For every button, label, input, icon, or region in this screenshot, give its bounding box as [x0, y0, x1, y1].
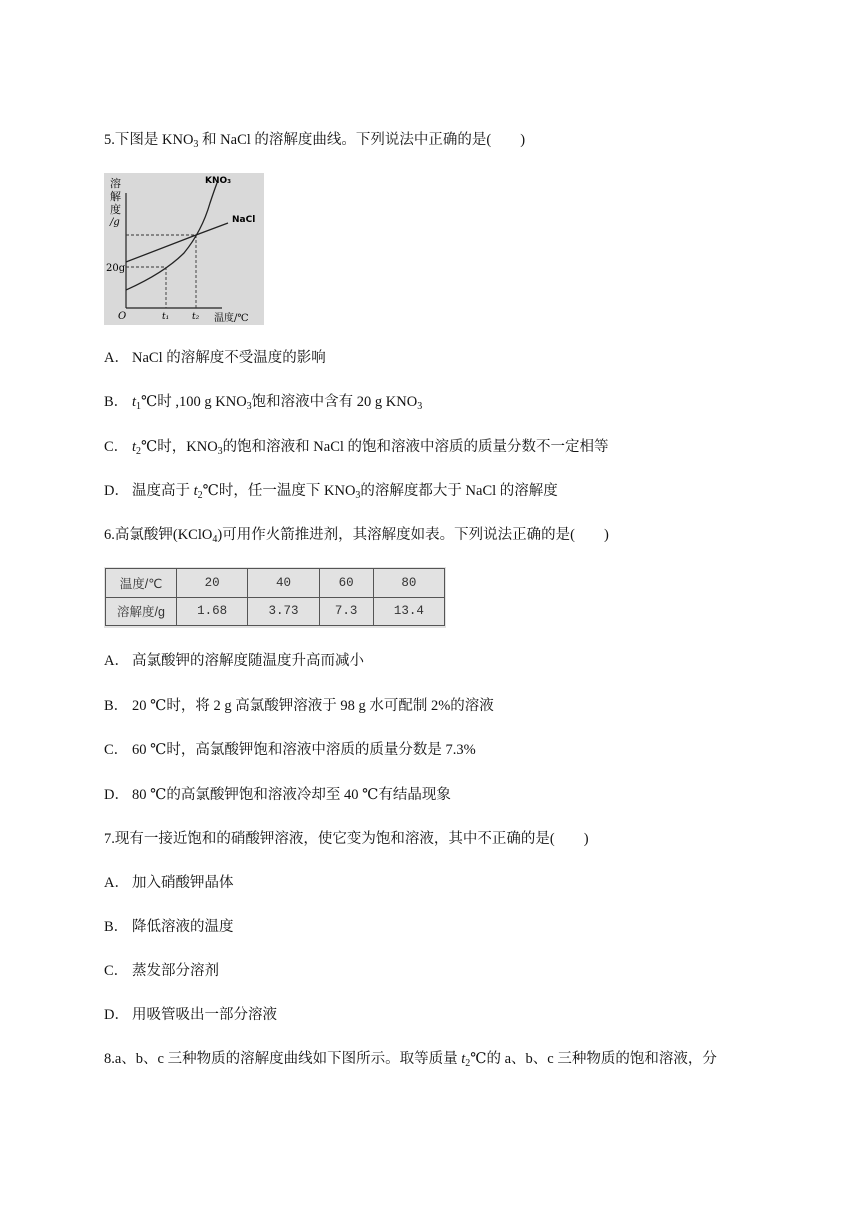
- q7-option-d: D． 用吸管吸出一部分溶液: [104, 1007, 277, 1023]
- q6-option-b: B． 20 ℃时，将 2 g 高氯酸钾溶液于 98 g 水可配制 2%的溶液: [104, 698, 494, 714]
- q6-stem: 6.高氯酸钾(KClO$_4$)可用作火箭推进剂，其溶解度如表。下列说法正确的是( ): [104, 527, 609, 545]
- q8-stem: 8.a、b、c 三种物质的溶解度曲线如下图所示。取等质量 $t_2℃$的 a、b、c 三种物质的饱和溶液，分: [104, 1051, 717, 1069]
- x-tick-t2: t₂: [192, 312, 200, 322]
- q7-stem: 7.现有一接近饱和的硝酸钾溶液，使它变为饱和溶液，其中不正确的是( ): [104, 831, 589, 847]
- q6-option-a: A． 高氯酸钾的溶解度随温度升高而减小: [104, 653, 364, 669]
- kno3-label: KNO₃: [205, 176, 232, 186]
- q5-stem: 5.下图是 $KNO_3$ 和 NaCl 的溶解度曲线。下列说法中正确的是( ): [104, 132, 526, 150]
- table-header-solubility: 溶解度/g: [106, 597, 177, 626]
- q5-option-b: B． $t_1℃$时 ,100 g $KNO_3$饱和溶液中含有 20 g $KNO_3$: [104, 394, 423, 412]
- table-cell: 40: [248, 569, 319, 598]
- x-tick-t1: t₁: [162, 312, 170, 322]
- q7-option-b: B． 降低溶液的温度: [104, 919, 234, 935]
- ylabel-2: 解: [110, 190, 121, 203]
- nacl-label: NaCl: [232, 215, 256, 225]
- table-cell: 60: [319, 569, 373, 598]
- solubility-curve-figure: [104, 173, 264, 325]
- table-header-temperature: 温度/℃: [106, 569, 177, 598]
- ylabel-4: /g: [110, 217, 120, 228]
- ylabel-3: 度: [110, 203, 121, 216]
- q5-option-c: C． $t_2℃$时，$KNO_3$的饱和溶液和 NaCl 的饱和溶液中溶质的质量分数不一定相等: [104, 439, 609, 457]
- q6-option-c: C． 60 ℃时，高氯酸钾饱和溶液中溶质的质量分数是 7.3%: [104, 742, 476, 758]
- q5-option-a: A． NaCl 的溶解度不受温度的影响: [104, 350, 326, 366]
- table-cell: 20: [177, 569, 248, 598]
- nacl-curve: [126, 223, 228, 262]
- table-cell: 1.68: [177, 597, 248, 626]
- table-cell: 7.3: [319, 597, 373, 626]
- table-cell: 3.73: [248, 597, 319, 626]
- y-tick-20g: 20g: [106, 263, 126, 274]
- q7-option-a: A． 加入硝酸钾晶体: [104, 875, 234, 891]
- x-axis-label: 温度/℃: [214, 313, 249, 324]
- origin-label: O: [118, 311, 127, 322]
- kno3-curve: [126, 183, 217, 290]
- ylabel-1: 溶: [110, 177, 121, 190]
- table-row-temperature: [106, 569, 445, 598]
- q6-option-d: D． 80 ℃的高氯酸钾饱和溶液冷却至 40 ℃有结晶现象: [104, 787, 451, 803]
- table-cell: 13.4: [373, 597, 444, 626]
- table-cell: 80: [373, 569, 444, 598]
- q7-option-c: C． 蒸发部分溶剂: [104, 963, 219, 979]
- q5-option-d: D． 温度高于 $t_2℃$时，任一温度下 $KNO_3$的溶解度都大于 NaCl 的溶解度: [104, 483, 558, 501]
- solubility-table: [104, 567, 446, 628]
- table-row-solubility: [106, 597, 445, 626]
